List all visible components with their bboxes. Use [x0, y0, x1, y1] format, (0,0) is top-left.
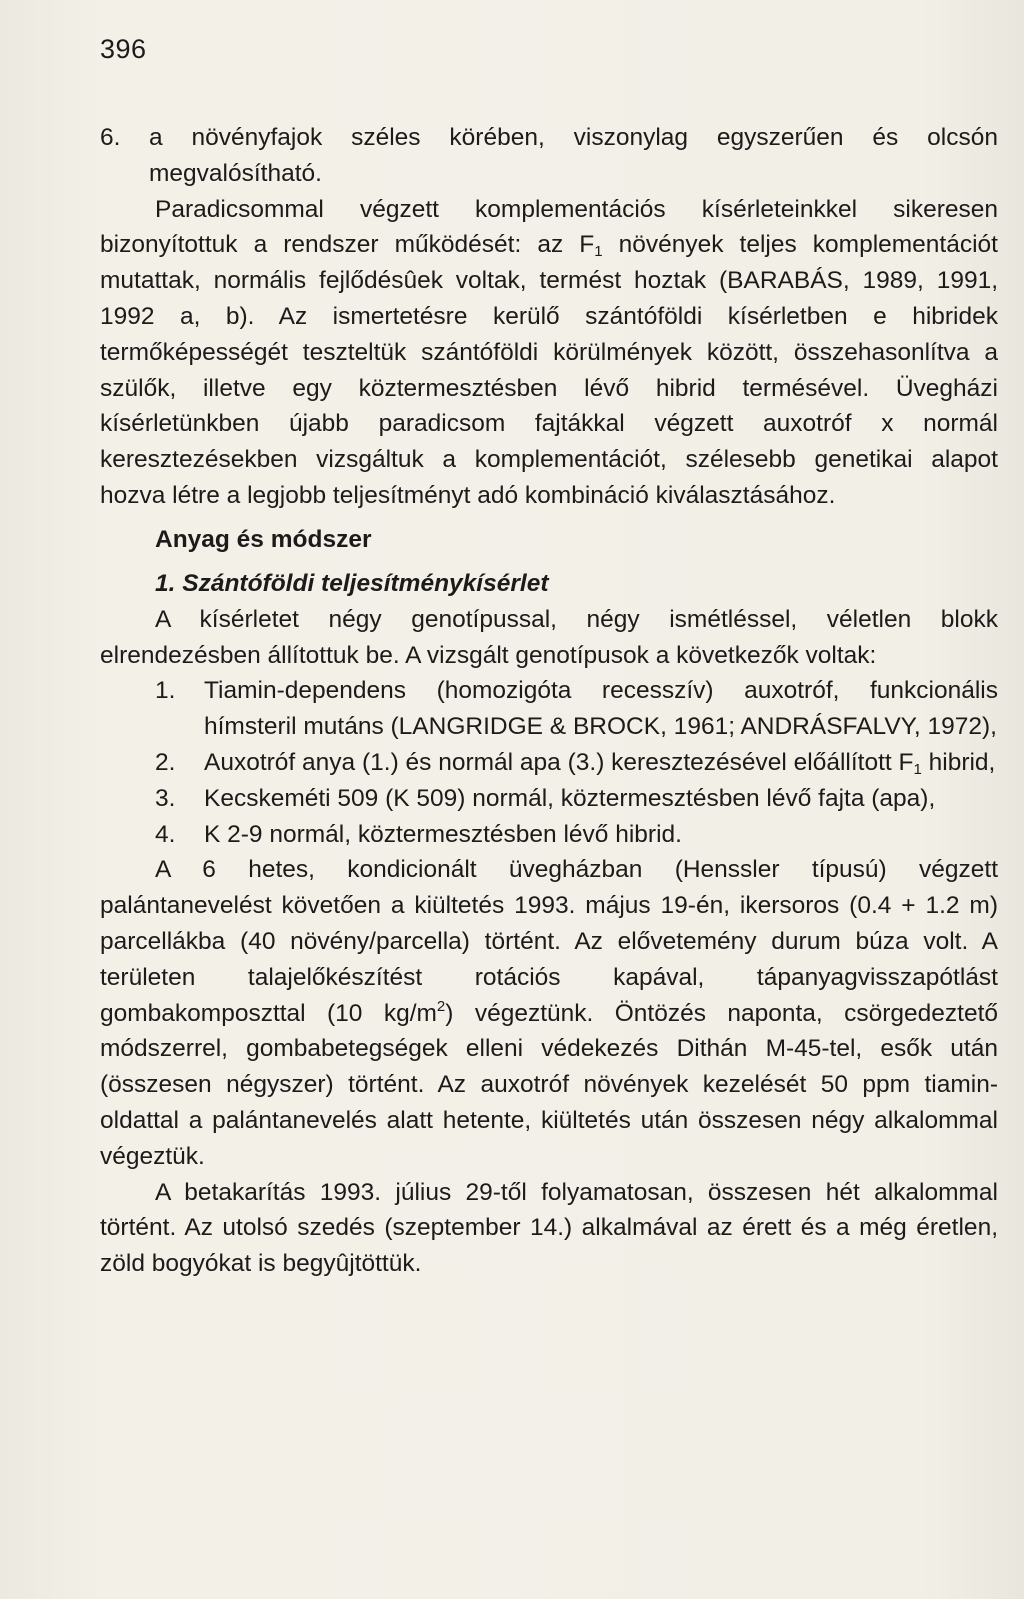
- paragraph-design: A kísérletet négy genotípussal, négy ismétléssel, véletlen blokk elrendezésben állítottuk be. A vizsgált genotípusok a következők voltak:: [100, 605, 998, 669]
- genotype-text: Tiamin-dependens (homozigóta recesszív) auxotróf, funkcionális hímsteril mutáns (LANGRIDGE & BROCK, 1961; ANDRÁSFALVY, 1972),: [204, 677, 998, 741]
- subscript: 1: [913, 760, 922, 778]
- genotype-item: [100, 781, 998, 817]
- page-number: 396: [100, 34, 147, 64]
- genotype-number: 3.: [155, 784, 176, 812]
- subscript: 1: [594, 243, 603, 261]
- genotype-number: 1.: [155, 677, 176, 705]
- genotype-text-part: Auxotróf anya (1.) és normál apa (3.) keresztezésével előállított F: [204, 748, 914, 776]
- section-heading: Anyag és módszer: [155, 525, 372, 553]
- paragraph-text: A 6 hetes, kondicionált üvegházban (Henssler típusú) végzett palántanevelést követően a kiültetés 1993. május 19-én, ikersoros (0.4 + 1.2 m) parcellákba (40 növény/parcella) történt. Az elővetemény durum búza volt. A területen talajelőkészítést rotációs kapával, tápanyagvisszapótlást gombakomposzttal (10 kg/m: [100, 856, 998, 1027]
- paragraph-harvest: A betakarítás 1993. július 29-től folyamatosan, összesen hét alkalommal történt. Az utolsó szedés (szeptember 14.) alkalmával az érett és a még éretlen, zöld bogyókat is begyûjtöttük.: [100, 1178, 998, 1278]
- genotype-number: 2.: [155, 748, 176, 776]
- paragraph-cultivation: [100, 852, 998, 1174]
- genotype-item: [100, 673, 998, 745]
- genotype-text: K 2-9 normál, köztermesztésben lévő hibrid.: [204, 820, 682, 848]
- genotype-text: Kecskeméti 509 (K 509) normál, köztermesztésben lévő fajta (apa),: [204, 784, 936, 812]
- paragraph-text: növények teljes komplementációt mutattak, normális fejlődésûek voltak, termést hoztak (BARABÁS, 1989, 1991, 1992 a, b). Az ismertetésre kerülő szántóföldi kísérletben e hibridek termőképességét teszteltük szántóföldi körülmények között, összehasonlítva a szülők, illetve egy köztermesztésben lévő hibrid termésével. Üvegházi kísérletünkben újabb paradicsom fajtákkal végzett auxotróf x normál keresztezésekben vizsgáltuk a komplementációt, szélesebb genetikai alapot hozva létre a legjobb teljesítményt adó kombináció kiválasztásához.: [100, 231, 998, 509]
- subsection-heading: 1. Szántóföldi teljesítménykísérlet: [155, 569, 549, 597]
- genotype-text: [204, 745, 998, 781]
- genotype-number: 4.: [155, 820, 176, 848]
- paragraph-text: ) végeztünk. Öntözés naponta, csörgedeztető módszerrel, gombabetegségek elleni védekezés Dithán M-45-tel, esők után (összesen négyszer) történt. Az auxotróf növények kezelését 50 ppm tiamin-oldattal a palántanevelés alatt hetente, kiültetés után összesen négy alkalommal végeztük.: [100, 999, 998, 1170]
- list-item-number: 6.: [100, 124, 121, 151]
- genotype-text-part: hibrid,: [921, 748, 996, 776]
- genotype-item: [100, 745, 998, 781]
- paragraph-text: Paradicsommal végzett komplementációs kísérleteinkkel sikeresen bizonyítottuk a rendszer működését: az F: [100, 195, 998, 259]
- superscript: 2: [436, 997, 446, 1015]
- genotype-item: [100, 817, 998, 853]
- list-item-text: a növényfajok széles körében, viszonylag egyszerűen és olcsón megvalósítható.: [149, 124, 998, 187]
- body-text: [100, 120, 998, 1282]
- paragraph-intro: [100, 192, 998, 514]
- list-item: [100, 120, 998, 192]
